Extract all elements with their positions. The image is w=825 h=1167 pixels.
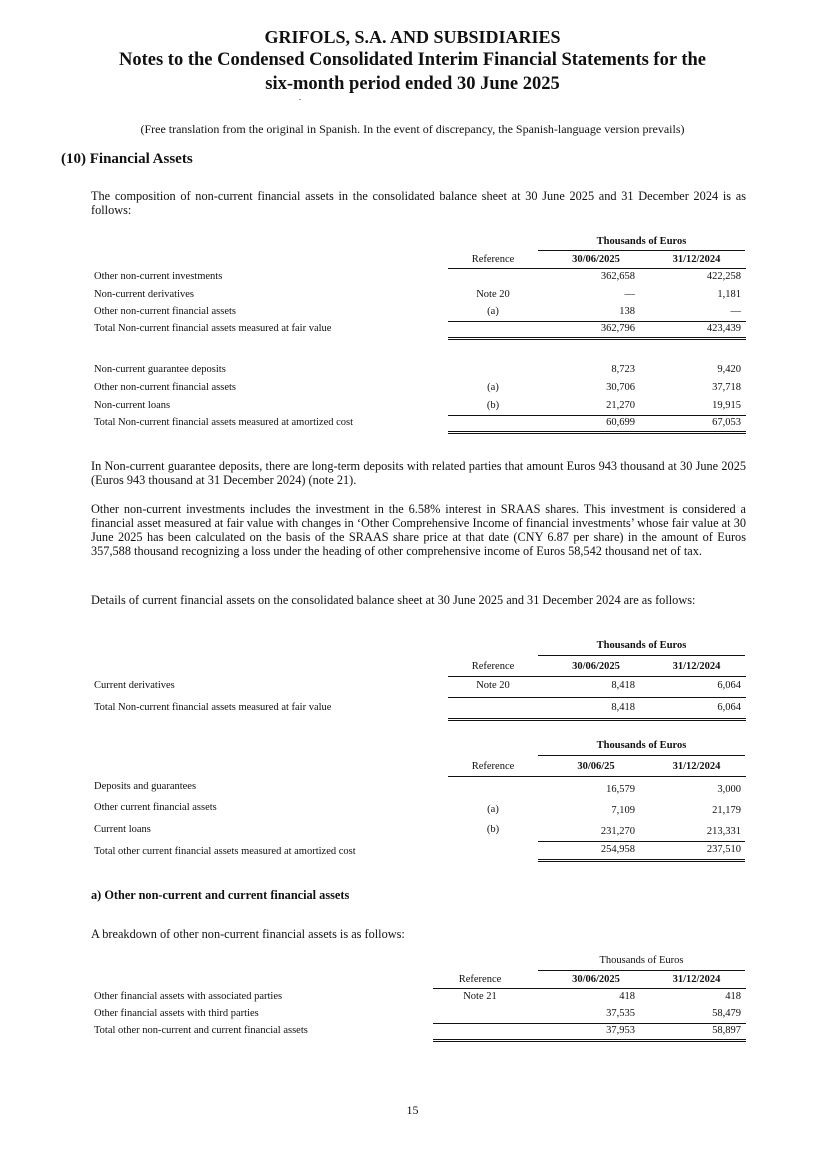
title-line-2: six-month period ended 30 June 2025 <box>265 74 560 94</box>
row-label: Total Non-current financial assets measured at amortized cost <box>94 417 354 428</box>
row-value-2024: 58,897 <box>712 1025 741 1036</box>
table2-header-row <box>91 661 746 675</box>
row-value-2024: 1,181 <box>717 289 741 300</box>
row-ref: (b) <box>486 400 500 411</box>
table-row-total <box>91 702 746 716</box>
intro-paragraph: The composition of non-current financial assets in the consolidated balance sheet at 30 June 2025 and 31 December 2024 is as follows: <box>91 189 746 217</box>
stray-mark <box>299 99 301 100</box>
table2-col-reference: Reference <box>471 661 515 672</box>
table3-header-rule <box>448 776 746 777</box>
table4-header-row <box>91 974 746 988</box>
row-label: Total Non-current financial assets measured at fair value <box>94 702 332 713</box>
table4-total-double-rule <box>433 1039 746 1042</box>
row-value-2024: 3,000 <box>717 784 741 795</box>
page-number: 15 <box>406 1103 419 1117</box>
row-value-2024: — <box>730 306 741 317</box>
row-value-2024: 418 <box>725 991 741 1002</box>
non-current-assets-table <box>91 236 746 436</box>
table-row <box>91 364 746 378</box>
row-ref: (a) <box>487 382 499 393</box>
table3-total-double-rule <box>538 859 745 862</box>
table3-subtotal-rule <box>538 841 745 842</box>
row-ref: Note 20 <box>476 289 510 300</box>
table1-total-double-rule <box>448 337 746 340</box>
current-assets-intro-paragraph: Details of current financial assets on the consolidated balance sheet at 30 June 2025 and 31 December 2024 are as follows: <box>91 593 696 607</box>
table1-unit-rule <box>538 250 745 251</box>
table4-col-reference: Reference <box>458 974 502 985</box>
subsection-a-title: a) Other non-current and current financial assets <box>91 888 350 902</box>
row-value-2025: 30,706 <box>606 382 635 393</box>
translation-note: (Free translation from the original in Spanish. In the event of discrepancy, the Spanish-language version prevails) <box>140 122 685 136</box>
table-row-total <box>91 846 746 860</box>
company-name: GRIFOLS, S.A. AND SUBSIDIARIES <box>264 27 561 47</box>
table-row <box>91 306 746 320</box>
table-row-total <box>91 1025 746 1039</box>
table-row-total <box>91 323 746 337</box>
table2-header-rule <box>448 676 746 677</box>
row-value-2025: 254,958 <box>600 844 635 855</box>
table4-subtotal-rule <box>433 1023 746 1024</box>
row-value-2024: 37,718 <box>712 382 741 393</box>
table3-unit: Thousands of Euros <box>596 740 687 751</box>
row-value-2025: 7,109 <box>611 805 635 816</box>
title-line-1: Notes to the Condensed Consolidated Interim Financial Statements for the <box>118 50 706 70</box>
row-value-2024: 9,420 <box>717 364 741 375</box>
table2-unit: Thousands of Euros <box>596 640 687 651</box>
table4-header-rule <box>433 988 746 989</box>
table1-subtotal-rule <box>448 321 746 322</box>
table-row <box>91 400 746 414</box>
row-label: Deposits and guarantees <box>94 781 197 792</box>
row-value-2025: 8,723 <box>611 364 635 375</box>
current-amortized-table <box>91 740 746 865</box>
row-value-2025: 37,535 <box>606 1008 635 1019</box>
table3-col-2025: 30/06/25 <box>577 761 615 772</box>
row-label: Other non-current financial assets <box>94 382 236 393</box>
row-value-2025: 231,270 <box>600 826 635 837</box>
current-derivatives-table <box>91 640 746 720</box>
table4-col-2024: 31/12/2024 <box>672 974 721 985</box>
row-label: Other financial assets with third parties <box>94 1008 259 1019</box>
table1-header-rule <box>448 268 746 269</box>
row-ref: (a) <box>487 306 499 317</box>
row-value-2025: — <box>624 289 635 300</box>
table-row <box>91 824 746 838</box>
row-label: Total other non-current and current financial assets <box>94 1025 308 1036</box>
breakdown-paragraph: A breakdown of other non-current financial assets is as follows: <box>91 927 405 941</box>
other-financial-assets-table <box>91 955 746 1045</box>
table1-unit: Thousands of Euros <box>596 236 687 247</box>
row-value-2025: 60,699 <box>606 417 635 428</box>
guarantee-deposits-paragraph: In Non-current guarantee deposits, there are long-term deposits with related parties that amount Euros 943 thousand at 30 June 2025 (Euros 943 thousand at 31 December 2024) (note 21). <box>91 459 746 487</box>
row-label: Other non-current investments <box>94 271 223 282</box>
row-value-2024: 67,053 <box>712 417 741 428</box>
table-row <box>91 781 746 795</box>
table4-col-2025: 30/06/2025 <box>572 974 620 985</box>
table3-col-2024: 31/12/2024 <box>672 761 721 772</box>
row-value-2025: 138 <box>619 306 635 317</box>
table2-unit-rule <box>538 655 745 656</box>
table-row <box>91 680 746 694</box>
table2-col-2025: 30/06/2025 <box>572 661 620 672</box>
table-row <box>91 1008 746 1022</box>
document-header <box>0 26 825 96</box>
table2-total-double-rule <box>448 718 746 721</box>
row-value-2025: 362,658 <box>600 271 635 282</box>
row-value-2024: 213,331 <box>706 826 741 837</box>
table1-total-double-rule-2 <box>448 431 746 434</box>
row-value-2025: 8,418 <box>611 702 635 713</box>
row-value-2024: 237,510 <box>706 844 741 855</box>
table1-col-2024: 31/12/2024 <box>672 254 721 265</box>
row-value-2024: 19,915 <box>712 400 741 411</box>
row-ref: Note 20 <box>476 680 510 691</box>
row-ref: (b) <box>486 824 500 835</box>
table1-header-row <box>91 254 746 268</box>
row-value-2024: 58,479 <box>712 1008 741 1019</box>
table-row <box>91 289 746 303</box>
table-row <box>91 991 746 1005</box>
row-label: Other non-current financial assets <box>94 306 236 317</box>
row-value-2025: 37,953 <box>606 1025 635 1036</box>
row-value-2024: 21,179 <box>712 805 741 816</box>
table2-subtotal-rule <box>448 697 746 698</box>
row-label: Other current financial assets <box>94 802 217 813</box>
table-row-total <box>91 417 746 431</box>
table3-unit-rule <box>538 755 745 756</box>
row-value-2025: 362,796 <box>600 323 635 334</box>
table1-col-reference: Reference <box>471 254 515 265</box>
row-value-2025: 21,270 <box>606 400 635 411</box>
table1-col-2025: 30/06/2025 <box>572 254 620 265</box>
row-ref: (a) <box>487 804 499 815</box>
row-label: Total other current financial assets measured at amortized cost <box>94 846 356 857</box>
table2-col-2024: 31/12/2024 <box>672 661 721 672</box>
row-label: Total Non-current financial assets measured at fair value <box>94 323 332 334</box>
table3-col-reference: Reference <box>471 761 515 772</box>
table1-subtotal-rule-2 <box>448 415 746 416</box>
row-label: Non-current derivatives <box>94 289 195 300</box>
table-row <box>91 382 746 396</box>
row-label: Current loans <box>94 824 151 835</box>
table4-unit: Thousands of Euros <box>599 955 684 966</box>
row-value-2024: 422,258 <box>706 271 741 282</box>
row-value-2024: 6,064 <box>717 680 741 691</box>
row-value-2025: 8,418 <box>611 680 635 691</box>
row-value-2025: 16,579 <box>606 784 635 795</box>
sraas-paragraph: Other non-current investments includes the investment in the 6.58% interest in SRAAS shares. This investment is considered a financial asset measured at fair value with changes in ‘Other Comprehensive Income of financial investments’ whose fair value at 30 June 2025 has been calculated on the basis of the SRAAS share price at that date (CNY 6.87 per share) in the amount of Euros 357,588 thousand recognizing a loss under the heading of other comprehensive income of Euros 58,542 thousand net of tax. <box>91 502 746 558</box>
row-value-2024: 6,064 <box>717 702 741 713</box>
table3-header-row <box>91 761 746 775</box>
table-row <box>91 802 746 816</box>
row-ref: Note 21 <box>463 991 497 1002</box>
table4-unit-rule <box>538 970 745 971</box>
row-value-2025: 418 <box>619 991 635 1002</box>
table-row <box>91 271 746 285</box>
row-label: Non-current guarantee deposits <box>94 364 226 375</box>
row-label: Current derivatives <box>94 680 175 691</box>
section-title: (10) Financial Assets <box>61 151 193 167</box>
row-label: Other financial assets with associated parties <box>94 991 283 1002</box>
row-label: Non-current loans <box>94 400 171 411</box>
row-value-2024: 423,439 <box>706 323 741 334</box>
